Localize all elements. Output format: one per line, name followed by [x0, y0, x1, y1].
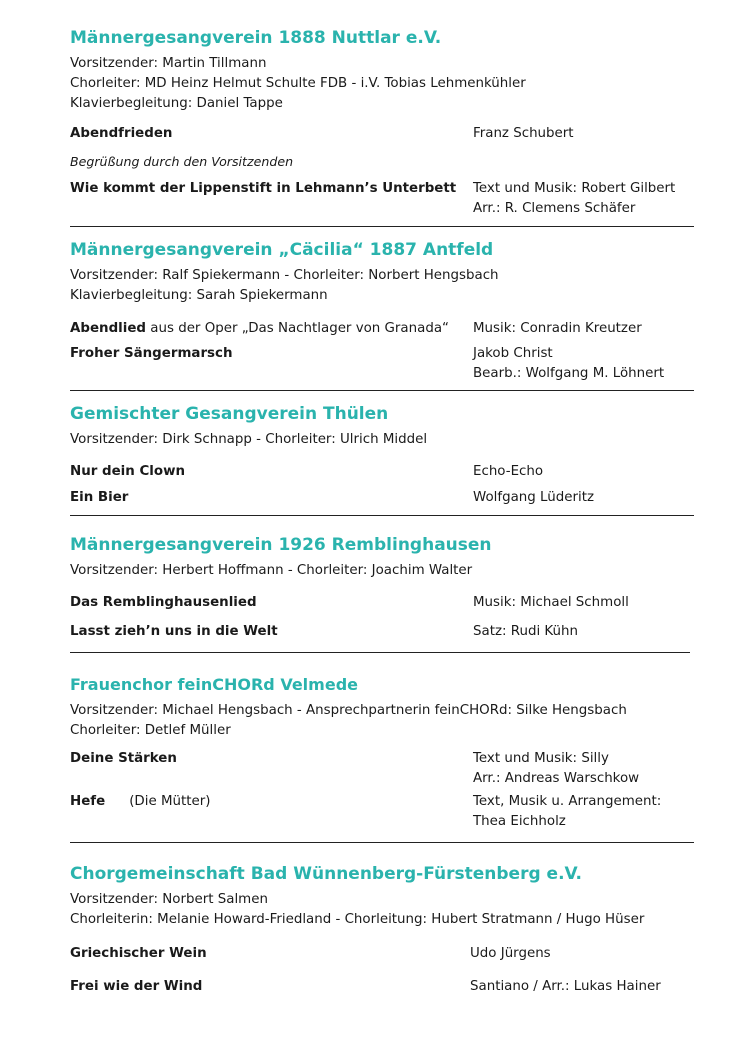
song-credit: [473, 124, 574, 144]
choir-title: Frauenchor feinCHORd Velmede: [70, 675, 358, 694]
choir-title: Chorgemeinschaft Bad Wünnenberg-Fürstenberg e.V.: [70, 864, 582, 884]
song-credit: [473, 179, 675, 219]
section-divider: [70, 842, 694, 843]
song-title: Nur dein Clown: [70, 464, 185, 479]
song-title-line: [70, 792, 210, 812]
section-divider: [70, 515, 694, 516]
song-title: Deine Stärken: [70, 751, 177, 766]
song-title: Griechischer Wein: [70, 946, 207, 961]
choir-section: [70, 864, 694, 994]
chair-conductor-line: Vorsitzender: Dirk Schnapp - Chorleiter: Ulrich Middel: [70, 432, 428, 447]
song-credit: [473, 622, 578, 642]
credit-line: Jakob Christ: [473, 346, 553, 361]
song-title: Hefe: [70, 794, 106, 809]
credit-line: Text, Musik u. Arrangement:: [473, 794, 662, 809]
choir-section: [70, 404, 694, 505]
song-note: (Die Mütter): [129, 794, 211, 809]
credit-line: Arr.: R. Clemens Schäfer: [473, 201, 636, 216]
song-credit: [473, 344, 664, 384]
chair-contact-line: Vorsitzender: Michael Hengsbach - Ansprechpartnerin feinCHORd: Silke Hengsbach: [70, 703, 627, 718]
song-credit: [473, 488, 594, 508]
song-title: Wie kommt der Lippenstift in Lehmann’s Unterbett: [70, 181, 457, 196]
greeting-note: Begrüßung durch den Vorsitzenden: [70, 154, 294, 169]
credit-line: Text und Musik: Robert Gilbert: [473, 181, 676, 196]
song-title: Lasst zieh’n uns in die Welt: [70, 624, 278, 639]
credit-line: Santiano / Arr.: Lukas Hainer: [470, 979, 661, 994]
credit-line: Udo Jürgens: [470, 946, 551, 961]
credit-line: Thea Eichholz: [473, 814, 566, 829]
song-title: Abendlied: [70, 321, 146, 336]
choir-section: [70, 240, 694, 381]
choir-section: [70, 535, 694, 639]
choir-title: Männergesangverein 1888 Nuttlar e.V.: [70, 28, 442, 48]
song-credit: [473, 462, 543, 482]
conductor-line: Chorleiter: Detlef Müller: [70, 723, 231, 738]
chair-line: Vorsitzender: Martin Tillmann: [70, 56, 267, 71]
piano-line: Klavierbegleitung: Daniel Tappe: [70, 96, 283, 111]
song-credit: [473, 593, 629, 613]
choir-title: Männergesangverein 1926 Remblinghausen: [70, 535, 492, 555]
song-title: Abendfrieden: [70, 126, 173, 141]
song-credit: [470, 944, 551, 964]
song-note: aus der Oper „Das Nachtlager von Granada“: [150, 321, 449, 336]
section-divider: [70, 390, 694, 391]
credit-line: Bearb.: Wolfgang M. Löhnert: [473, 366, 665, 381]
song-title-line: [70, 319, 449, 339]
song-credit: [470, 977, 661, 997]
credit-line: Arr.: Andreas Warschkow: [473, 771, 640, 786]
choir-title: Männergesangverein „Cäcilia“ 1887 Antfeld: [70, 240, 494, 260]
credit-line: Echo-Echo: [473, 464, 544, 479]
credit-line: Wolfgang Lüderitz: [473, 490, 594, 505]
credit-line: Text und Musik: Silly: [473, 751, 609, 766]
song-title: Ein Bier: [70, 490, 129, 505]
chair-conductor-line: Vorsitzender: Ralf Spiekermann - Chorleiter: Norbert Hengsbach: [70, 268, 499, 283]
credit-line: Satz: Rudi Kühn: [473, 624, 578, 639]
song-title: Froher Sängermarsch: [70, 346, 233, 361]
section-divider: [70, 652, 690, 653]
song-credit: [473, 319, 642, 339]
song-title: Das Remblinghausenlied: [70, 595, 257, 610]
conductor-line: Chorleiterin: Melanie Howard-Friedland - Chorleitung: Hubert Stratmann / Hugo Hüser: [70, 912, 645, 927]
chair-line: Vorsitzender: Norbert Salmen: [70, 892, 268, 907]
choir-section: [70, 675, 694, 829]
song-credit: [473, 749, 639, 789]
song-title: Frei wie der Wind: [70, 979, 203, 994]
song-credit: [473, 792, 661, 832]
chair-conductor-line: Vorsitzender: Herbert Hoffmann - Chorleiter: Joachim Walter: [70, 563, 473, 578]
choir-section: [70, 28, 694, 216]
credit-line: Musik: Michael Schmoll: [473, 595, 629, 610]
conductor-line: Chorleiter: MD Heinz Helmut Schulte FDB - i.V. Tobias Lehmenkühler: [70, 76, 526, 91]
piano-line: Klavierbegleitung: Sarah Spiekermann: [70, 288, 328, 303]
section-divider: [70, 226, 694, 227]
credit-line: Franz Schubert: [473, 126, 574, 141]
choir-title: Gemischter Gesangverein Thülen: [70, 404, 389, 424]
credit-line: Musik: Conradin Kreutzer: [473, 321, 642, 336]
